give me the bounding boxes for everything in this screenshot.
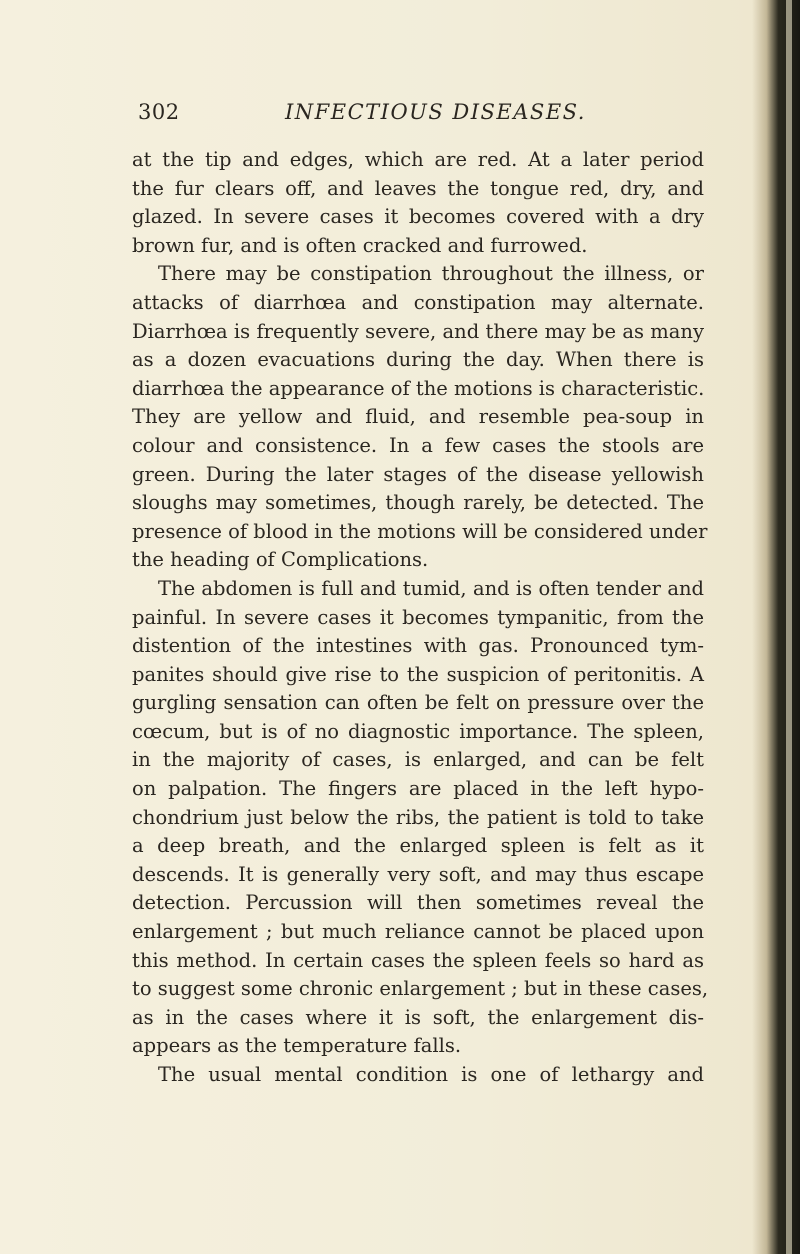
text-line: They are yellow and fluid, and resemble pea-soup in [132, 405, 704, 429]
text-line: sloughs may sometimes, though rarely, be detected. The [132, 491, 704, 515]
page-number: 302 [138, 100, 180, 124]
text-line: green. During the later stages of the disease yellowish [132, 462, 704, 486]
text-line: distention of the intestines with gas. Pronounced tym- [132, 634, 704, 658]
text-line: as in the cases where it is soft, the enlargement dis- [132, 1005, 704, 1029]
text-line: enlargement ; but much reliance cannot be placed upon [132, 920, 704, 944]
text-line: colour and consistence. In a few cases the stools are [132, 433, 704, 457]
text-line: to suggest some chronic enlargement ; but in these cases, [132, 977, 709, 1001]
text-line: panites should give rise to the suspicion of peritonitis. A [132, 662, 704, 686]
text-line: attacks of diarrhœa and constipation may alternate. [132, 290, 704, 314]
text-line: as a dozen evacuations during the day. When there is [132, 348, 704, 372]
text-line: this method. In certain cases the spleen feels so hard as [132, 948, 704, 972]
text-line: Diarrhœa is frequently severe, and there may be as many [132, 319, 704, 343]
text-line: detection. Percussion will then sometimes reveal the [132, 891, 704, 915]
text-line: at the tip and edges, which are red. At a later period [132, 148, 704, 171]
text-line: a deep breath, and the enlarged spleen is felt as it [132, 834, 704, 858]
page-header [138, 100, 718, 130]
text-line: diarrhœa the appearance of the motions is characteristic. [132, 376, 705, 400]
text-line: The abdomen is full and tumid, and is often tender and [158, 576, 704, 600]
text-line: The usual mental condition is one of lethargy and [158, 1063, 704, 1086]
text-line: brown fur, and is often cracked and furrowed. [132, 233, 588, 257]
text-line: presence of blood in the motions will be considered under [132, 519, 708, 543]
text-line: appears as the temperature falls. [132, 1034, 462, 1058]
running-title: INFECTIOUS DISEASES. [285, 100, 586, 124]
text-line: There may be constipation throughout the illness, or [158, 262, 704, 286]
text-line: painful. In severe cases it becomes tympanitic, from the [132, 605, 704, 629]
text-line: cœcum, but is of no diagnostic importance. The spleen, [132, 719, 704, 743]
text-line: on palpation. The fingers are placed in the left hypo- [132, 777, 704, 801]
book-spine-edge [786, 0, 792, 1254]
text-line: gurgling sensation can often be felt on pressure over the [132, 691, 704, 715]
text-line: descends. It is generally very soft, and may thus escape [132, 862, 704, 886]
text-line: the heading of Complications. [132, 548, 429, 572]
text-line: glazed. In severe cases it becomes covered with a dry [132, 205, 704, 229]
text-line: the fur clears off, and leaves the tongue red, dry, and [132, 176, 704, 200]
book-spine-shadow [752, 0, 800, 1254]
text-line: in the majority of cases, is enlarged, and can be felt [132, 748, 704, 772]
text-line: chondrium just below the ribs, the patient is told to take [132, 805, 704, 829]
body-text [132, 146, 709, 1090]
